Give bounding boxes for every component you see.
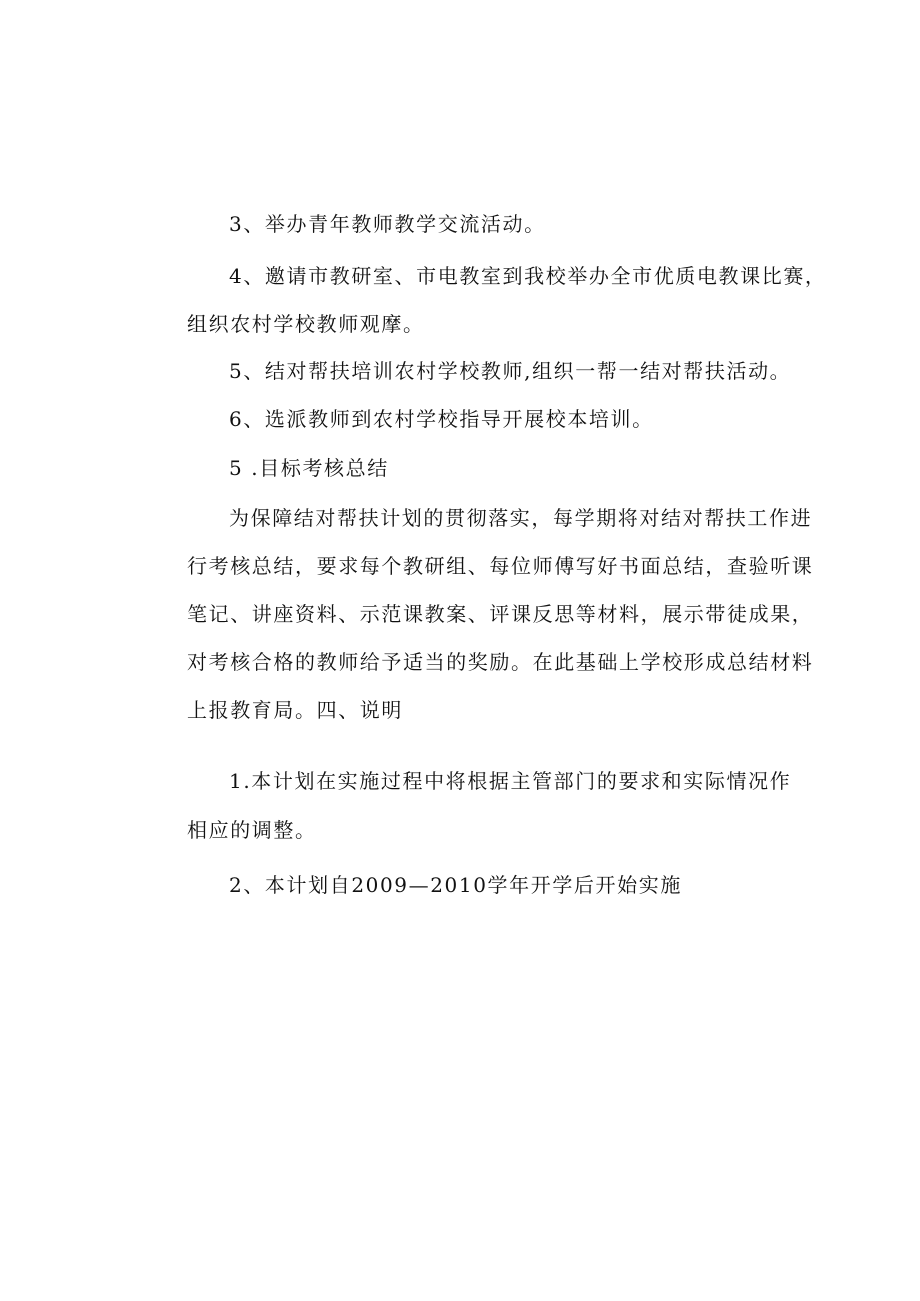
text-line: 相应的调整。 — [187, 818, 317, 842]
text-line: 对考核合格的教师给予适当的奖励。在此基础上学校形成总结材料 — [187, 650, 814, 674]
text-line: 2、本计划自2009—2010学年开学后开始实施 — [229, 873, 682, 897]
text-line: 1.本计划在实施过程中将根据主管部门的要求和实际情况作 — [229, 769, 792, 793]
text-line: 行考核总结，要求每个教研组、每位师傅写好书面总结，查验听课 — [187, 554, 814, 578]
text-line: 笔记、讲座资料、示范课教案、评课反思等材料，展示带徒成果， — [187, 602, 814, 626]
text-line: 4、邀请市教研室、市电教室到我校举办全市优质电教课比赛， — [229, 264, 827, 288]
text-line: 为保障结对帮扶计划的贯彻落实，每学期将对结对帮扶工作进 — [229, 506, 813, 530]
text-line: 3、举办青年教师教学交流活动。 — [229, 212, 546, 236]
text-line: 5、结对帮扶培训农村学校教师,组织一帮一结对帮扶活动。 — [229, 359, 792, 383]
text-line: 上报教育局。四、说明 — [187, 698, 403, 722]
section-heading: 5 .目标考核总结 — [229, 456, 389, 480]
text-line: 6、选派教师到农村学校指导开展校本培训。 — [229, 407, 654, 431]
text-line: 组织农村学校教师观摩。 — [187, 312, 425, 336]
